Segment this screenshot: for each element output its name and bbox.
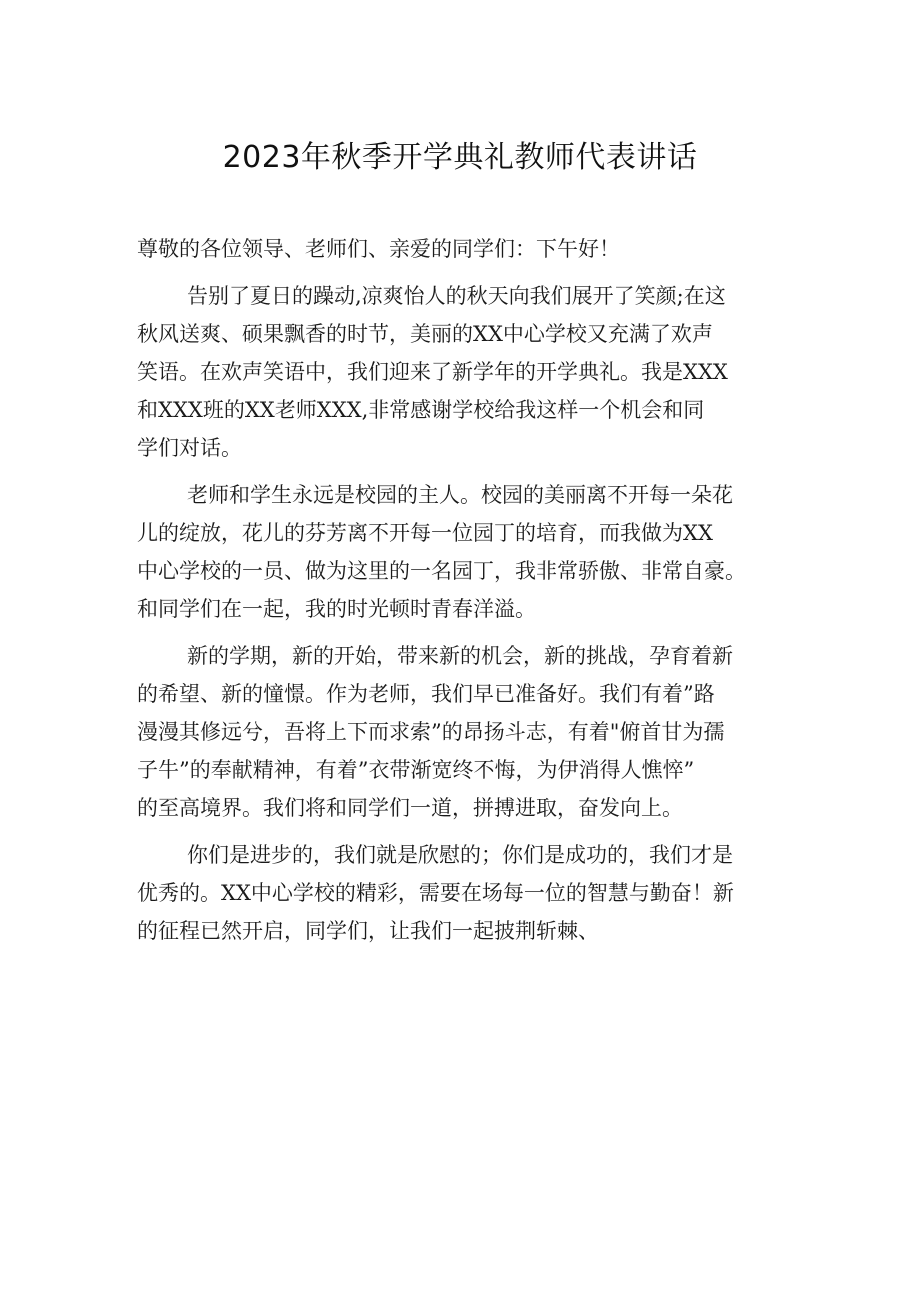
- paragraph-line: 儿的绽放，花儿的芬芳离不开每一位园丁的培育，而我做为XX: [137, 521, 713, 545]
- paragraph-line: 和同学们在一起，我的时光顿时青春洋溢。: [137, 597, 536, 621]
- paragraph-line: 学们对话。: [137, 436, 242, 460]
- paragraph-1: [137, 277, 797, 467]
- paragraph-line: 你们是进步的，我们就是欣慰的；你们是成功的，我们才是: [187, 843, 733, 867]
- paragraph-line: 告别了夏日的躁动,凉爽怡人的秋天向我们展开了笑颜;在这: [187, 284, 726, 308]
- greeting-line: 尊敬的各位领导、老师们、亲爱的同学们：下午好！: [137, 237, 620, 261]
- paragraph-line: 秋风送爽、硕果飘香的时节，美丽的XX中心学校又充满了欢声: [137, 322, 713, 346]
- document-title: 2023年秋季开学典礼教师代表讲话: [222, 140, 698, 175]
- paragraph-line: 优秀的。XX中心学校的精彩，需要在场每一位的智慧与勤奋！新: [137, 881, 734, 905]
- paragraph-line: 笑语。在欢声笑语中，我们迎来了新学年的开学典礼。我是XXX: [137, 360, 728, 384]
- paragraph-line: 中心学校的一员、做为这里的一名园丁，我非常骄傲、非常自豪。: [137, 559, 746, 583]
- paragraph-line: 老师和学生永远是校园的主人。校园的美丽离不开每一朵花: [187, 483, 733, 507]
- paragraph-line: 和XXX班的XX老师XXX,非常感谢学校给我这样一个机会和同: [137, 398, 705, 422]
- paragraph-line: 的至高境界。我们将和同学们一道，拼搏进取，奋发向上。: [137, 796, 683, 820]
- paragraph-line: 的希望、新的憧憬。作为老师，我们早已准备好。我们有着”路: [137, 682, 715, 706]
- paragraph-line: 子牛”的奉献精神，有着”衣带渐宽终不悔，为伊消得人憔悴”: [137, 758, 695, 782]
- paragraph-line: 的征程已然开启，同学们，让我们一起披荆斩棘、: [137, 919, 599, 943]
- paragraph-2: [137, 476, 797, 628]
- document-body: [137, 230, 797, 950]
- paragraph-line: 新的学期，新的开始，带来新的机会，新的挑战，孕育着新: [187, 644, 733, 668]
- paragraph-line: 漫漫其修远兮，吾将上下而求索”的昂扬斗志，有着"俯首甘为孺: [137, 720, 725, 744]
- paragraph-4: [137, 836, 797, 950]
- paragraph-3: [137, 637, 797, 827]
